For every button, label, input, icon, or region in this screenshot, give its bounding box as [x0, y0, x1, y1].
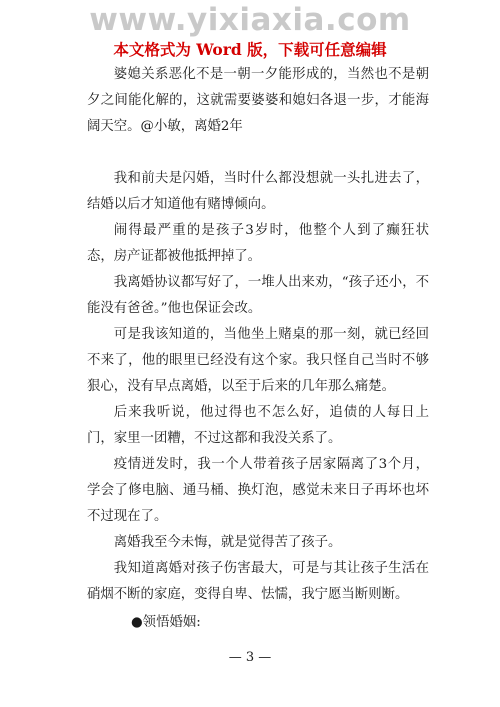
section-heading: ●领悟婚姻: — [131, 615, 201, 630]
paragraph: 我和前夫是闪婚，当时什么都没想就一头扎进去了，结婚以后才知道他有赌博倾向。 — [87, 171, 429, 212]
watermark: www.yixiaxia.com — [89, 2, 411, 38]
paragraph: 我知道离婚对孩子伤害最大，可是与其让孩子生活在硝烟不断的家庭，变得自卑、怯懦，我宁愿当断则断。 — [87, 561, 429, 602]
paragraph: 我离婚协议都写好了，一堆人出来劝，“孩子还小，不能没有爸爸。”他也保证会改。 — [87, 275, 429, 316]
paragraph: 闹得最严重的是孩子3岁时，他整个人到了癫狂状态，房产证都被他抵押掉了。 — [87, 223, 429, 264]
page-number: — 3 — — [228, 650, 272, 665]
document-body — [87, 62, 429, 636]
paragraph: 可是我该知道的，当他坐上赌桌的那一刻，就已经回不来了，他的眼里已经没有这个家。我只怪自己当时不够狠心，没有早点离婚，以至于后来的几年那么痛楚。 — [87, 327, 429, 394]
editable-notice-banner: 本文格式为 Word 版，下载可任意编辑 — [113, 40, 387, 59]
paragraph: 离婚我至今未悔，就是觉得苦了孩子。 — [113, 535, 342, 550]
paragraph: 婆媳关系恶化不是一朝一夕能形成的，当然也不是朝夕之间能化解的，这就需要婆婆和媳妇各退一步，才能海阔天空。@小敏，离婚2年 — [87, 67, 429, 134]
paragraph: 后来我听说，他过得也不怎么好，追债的人每日上门，家里一团糟，不过这都和我没关系了。 — [87, 405, 429, 446]
paragraph: 疫情迸发时，我一个人带着孩子居家隔离了3个月，学会了修电脑、通马桶、换灯泡，感觉未来日子再坏也坏不过现在了。 — [87, 457, 429, 524]
